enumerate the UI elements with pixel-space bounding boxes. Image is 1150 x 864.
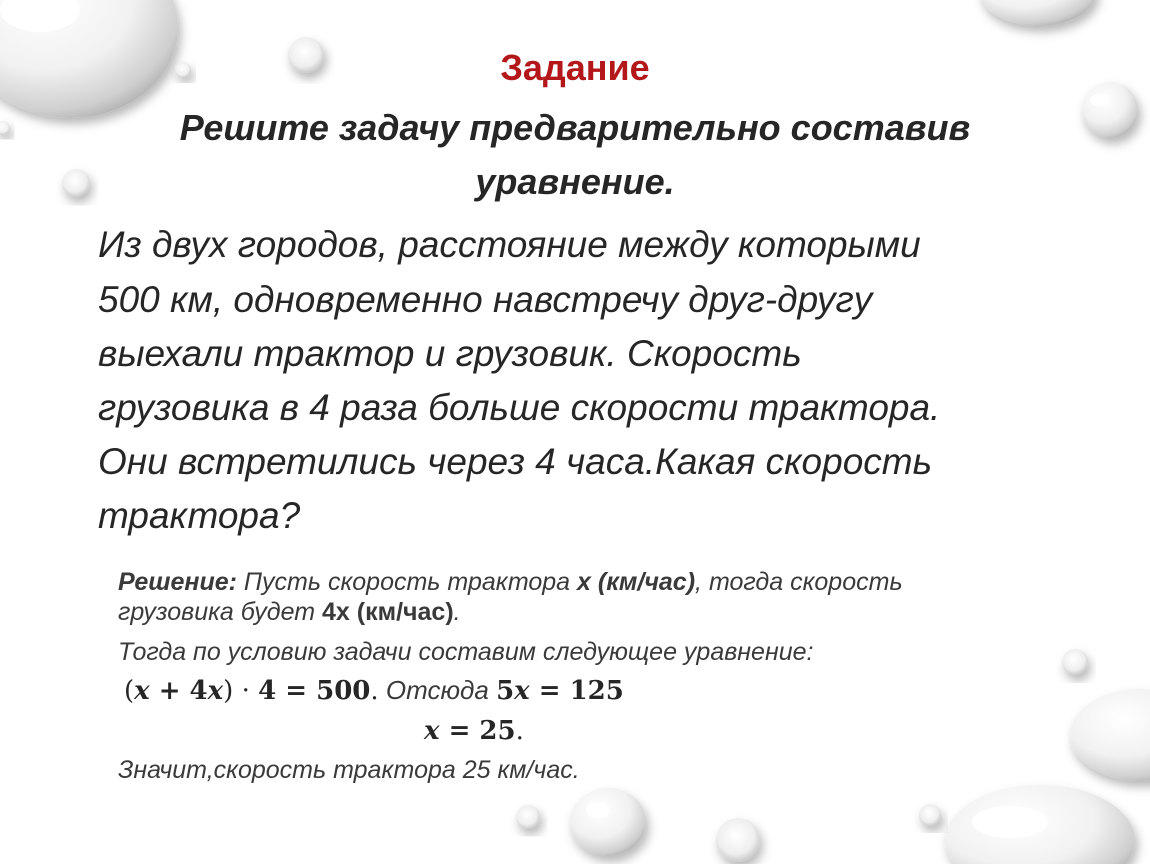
equation-variable: x bbox=[424, 716, 440, 746]
solution-line bbox=[118, 566, 903, 598]
equation-paren: ) bbox=[223, 676, 234, 706]
solution-variable: 4х (км/час) bbox=[321, 598, 454, 626]
drop-highlight bbox=[972, 806, 1048, 838]
equation-period: . bbox=[370, 676, 379, 706]
solution-text: грузовика будет bbox=[118, 598, 322, 626]
equation-operator: · bbox=[233, 676, 259, 706]
problem-line: грузовика в 4 раза больше скорости трактора. bbox=[98, 387, 941, 428]
problem-line: трактора? bbox=[98, 495, 301, 536]
slide-title: Задание bbox=[500, 47, 650, 88]
problem-line: Из двух городов, расстояние между которыми bbox=[98, 224, 921, 265]
equation-term: = 125 bbox=[529, 676, 624, 706]
solution-label: Решение: bbox=[118, 568, 237, 596]
equation-variable: x bbox=[514, 676, 530, 706]
problem-line: 500 км, одновременно навстречу друг-другу bbox=[98, 279, 873, 320]
equation-term: 5 bbox=[496, 676, 515, 706]
equation-term: 4 = 500 bbox=[258, 676, 371, 706]
drop bbox=[516, 805, 540, 829]
solution-text: Пусть скорость трактора bbox=[236, 568, 578, 596]
drop bbox=[1070, 689, 1150, 781]
equation-variable: x bbox=[134, 676, 150, 706]
problem-line: выехали трактор и грузовик. Скорость bbox=[98, 333, 802, 374]
drop bbox=[716, 818, 760, 862]
equation-period: . bbox=[515, 716, 524, 746]
equation-term: + 4 bbox=[149, 676, 208, 706]
solution-text: . bbox=[453, 598, 461, 626]
solution-line bbox=[118, 596, 461, 628]
drop-highlight bbox=[586, 802, 610, 818]
solution-conclusion: Значит,скорость трактора 25 км/час. bbox=[118, 756, 580, 784]
task-subtitle-line: Решите задачу предварительно составив bbox=[179, 107, 971, 148]
equation-term: = 25 bbox=[439, 716, 516, 746]
solution-text: Отсюда bbox=[378, 675, 497, 705]
solution-variable: х (км/час) bbox=[577, 568, 696, 596]
drop bbox=[980, 0, 1096, 26]
drop bbox=[1062, 649, 1088, 675]
equation-line bbox=[124, 674, 624, 707]
equation-paren: ( bbox=[124, 676, 135, 706]
solution-line: Тогда по условию задачи составим следующее уравнение: bbox=[118, 638, 814, 666]
equation-line bbox=[424, 714, 524, 747]
problem-line: Они встретились через 4 часа.Какая скорость bbox=[98, 441, 933, 482]
equation-variable: x bbox=[207, 676, 224, 706]
drop bbox=[570, 788, 646, 856]
task-subtitle-line: уравнение. bbox=[475, 161, 675, 202]
drop bbox=[919, 804, 941, 826]
solution-text: , тогда скорость bbox=[695, 568, 903, 596]
